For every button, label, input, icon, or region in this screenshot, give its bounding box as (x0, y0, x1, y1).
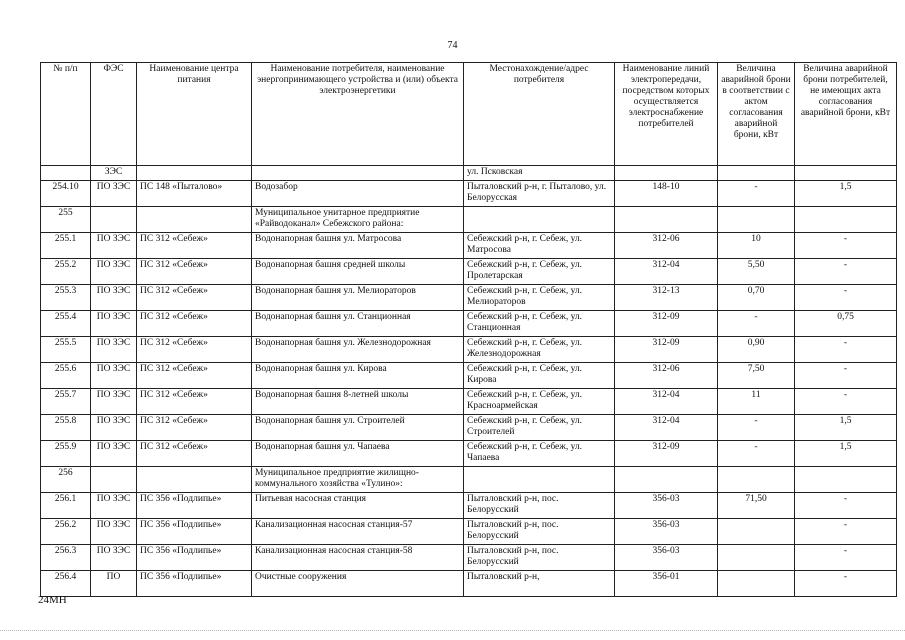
cell-power-center: ПС 312 «Себеж» (137, 259, 252, 285)
cell-reserve-no-act: - (795, 493, 897, 519)
cell-number: 254.10 (41, 181, 91, 207)
cell-power-center (137, 166, 252, 181)
cell-reserve-act: 10 (718, 233, 795, 259)
consumer-table (40, 62, 897, 597)
cell-number: 255.7 (41, 389, 91, 415)
cell-fes: ПО ЗЭС (91, 363, 137, 389)
column-header-address: Местонахождение/адрес потребителя (464, 63, 615, 166)
cell-reserve-act (718, 571, 795, 597)
cell-power-line (615, 467, 718, 493)
column-header-number: № п/п (41, 63, 91, 166)
cell-consumer: Питьевая насосная станция (252, 493, 464, 519)
cell-number: 256 (41, 467, 91, 493)
cell-address: Пыталовский р-н, пос. Белорусский (464, 519, 615, 545)
cell-reserve-act: - (718, 311, 795, 337)
cell-address: Себежский р-н, г. Себеж, ул. Пролетарская (464, 259, 615, 285)
cell-power-center: ПС 356 «Подлипье» (137, 545, 252, 571)
cell-number: 255.2 (41, 259, 91, 285)
table-row (41, 441, 897, 467)
cell-fes: ЗЭС (91, 166, 137, 181)
cell-power-center: ПС 356 «Подлипье» (137, 493, 252, 519)
cell-power-line: 312-13 (615, 285, 718, 311)
cell-power-line: 356-03 (615, 519, 718, 545)
cell-number: 255.8 (41, 415, 91, 441)
page-number: 74 (447, 40, 458, 51)
cell-fes: ПО ЗЭС (91, 311, 137, 337)
cell-reserve-act (718, 545, 795, 571)
cell-number: 256.2 (41, 519, 91, 545)
cell-number: 255 (41, 207, 91, 233)
cell-address: Себежский р-н, г. Себеж, ул. Строителей (464, 415, 615, 441)
cell-address (464, 467, 615, 493)
cell-reserve-no-act (795, 166, 897, 181)
cell-power-center: ПС 312 «Себеж» (137, 311, 252, 337)
cell-fes (91, 207, 137, 233)
cell-reserve-act: 7,50 (718, 363, 795, 389)
cell-reserve-act: - (718, 441, 795, 467)
cell-consumer: Водозабор (252, 181, 464, 207)
cell-reserve-act: 0,90 (718, 337, 795, 363)
cell-number: 255.6 (41, 363, 91, 389)
cell-consumer (252, 166, 464, 181)
cell-power-line: 312-04 (615, 389, 718, 415)
cell-reserve-no-act: - (795, 259, 897, 285)
column-header-consumer: Наименование потребителя, наименование энергопринимающего устройства и (или) объекта электроэнергетики (252, 63, 464, 166)
table-body (41, 166, 897, 597)
cell-power-center: ПС 356 «Подлипье» (137, 571, 252, 597)
cell-address: Себежский р-н, г. Себеж, ул. Чапаева (464, 441, 615, 467)
column-header-reserve-no-act: Величина аварийной брони потребителей, не имеющих акта согласования аварийной брони, кВт (795, 63, 897, 166)
scan-artifact-line (0, 630, 905, 632)
cell-reserve-act (718, 166, 795, 181)
cell-reserve-act: 5,50 (718, 259, 795, 285)
cell-reserve-act: 71,50 (718, 493, 795, 519)
cell-fes: ПО ЗЭС (91, 415, 137, 441)
cell-address (464, 207, 615, 233)
cell-fes: ПО ЗЭС (91, 233, 137, 259)
cell-address: Себежский р-н, г. Себеж, ул. Железнодорожная (464, 337, 615, 363)
table-row (41, 207, 897, 233)
cell-number: 255.4 (41, 311, 91, 337)
column-header-power-center: Наименование центра питания (137, 63, 252, 166)
cell-reserve-no-act: - (795, 363, 897, 389)
cell-reserve-no-act: 0,75 (795, 311, 897, 337)
cell-reserve-no-act: - (795, 285, 897, 311)
cell-fes: ПО ЗЭС (91, 545, 137, 571)
cell-address: Себежский р-н, г. Себеж, ул. Кирова (464, 363, 615, 389)
table-row (41, 493, 897, 519)
cell-power-center: ПС 312 «Себеж» (137, 415, 252, 441)
cell-power-line: 148-10 (615, 181, 718, 207)
cell-consumer: Муниципальное предприятие жилищно-коммунального хозяйства «Тулино»: (252, 467, 464, 493)
table-row (41, 389, 897, 415)
cell-power-line: 312-04 (615, 259, 718, 285)
table-row (41, 467, 897, 493)
cell-reserve-no-act: - (795, 389, 897, 415)
cell-consumer: Водонапорная башня ул. Кирова (252, 363, 464, 389)
cell-power-line: 312-06 (615, 363, 718, 389)
cell-address: ул. Псковская (464, 166, 615, 181)
cell-power-line: 356-03 (615, 545, 718, 571)
cell-reserve-no-act: 1,5 (795, 441, 897, 467)
cell-consumer: Водонапорная башня ул. Чапаева (252, 441, 464, 467)
cell-reserve-no-act: - (795, 545, 897, 571)
column-header-power-line: Наименование линий электропередачи, посредством которых осуществляется электроснабжение потребителей (615, 63, 718, 166)
cell-consumer: Водонапорная башня средней школы (252, 259, 464, 285)
cell-consumer: Канализационная насосная станция-58 (252, 545, 464, 571)
cell-consumer: Муниципальное унитарное предприятие «Райводоканал» Себежского района: (252, 207, 464, 233)
cell-fes: ПО ЗЭС (91, 181, 137, 207)
table-row (41, 545, 897, 571)
cell-number: 255.9 (41, 441, 91, 467)
cell-power-line: 312-04 (615, 415, 718, 441)
cell-reserve-no-act: 1,5 (795, 181, 897, 207)
table-row (41, 285, 897, 311)
table-row (41, 519, 897, 545)
cell-address: Себежский р-н, г. Себеж, ул. Мелиораторов (464, 285, 615, 311)
cell-power-line: 312-09 (615, 337, 718, 363)
cell-number (41, 166, 91, 181)
table-row (41, 181, 897, 207)
cell-reserve-act (718, 207, 795, 233)
table-row (41, 337, 897, 363)
cell-number: 256.4 (41, 571, 91, 597)
cell-reserve-act: 11 (718, 389, 795, 415)
cell-number: 255.1 (41, 233, 91, 259)
cell-reserve-act: - (718, 181, 795, 207)
cell-fes: ПО ЗЭС (91, 389, 137, 415)
cell-fes: ПО ЗЭС (91, 441, 137, 467)
cell-fes (91, 467, 137, 493)
cell-consumer: Водонапорная башня ул. Железнодорожная (252, 337, 464, 363)
cell-reserve-act (718, 519, 795, 545)
cell-fes: ПО ЗЭС (91, 285, 137, 311)
cell-power-line: 312-09 (615, 441, 718, 467)
cell-reserve-act: 0,70 (718, 285, 795, 311)
cell-address: Пыталовский р-н, (464, 571, 615, 597)
table-row (41, 571, 897, 597)
table-row (41, 363, 897, 389)
cell-reserve-no-act: - (795, 571, 897, 597)
cell-fes: ПО (91, 571, 137, 597)
cell-power-center (137, 467, 252, 493)
cell-address: Себежский р-н, г. Себеж, ул. Красноармейская (464, 389, 615, 415)
cell-power-center: ПС 312 «Себеж» (137, 363, 252, 389)
cell-reserve-act (718, 467, 795, 493)
cell-consumer: Водонапорная башня ул. Мелиораторов (252, 285, 464, 311)
cell-reserve-no-act (795, 207, 897, 233)
table-header-row (41, 63, 897, 166)
cell-power-line: 312-06 (615, 233, 718, 259)
cell-power-center (137, 207, 252, 233)
cell-power-center: ПС 356 «Подлипье» (137, 519, 252, 545)
cell-consumer: Водонапорная башня ул. Строителей (252, 415, 464, 441)
cell-power-center: ПС 312 «Себеж» (137, 337, 252, 363)
cell-power-center: ПС 312 «Себеж» (137, 233, 252, 259)
cell-power-center: ПС 312 «Себеж» (137, 441, 252, 467)
cell-power-line (615, 166, 718, 181)
cell-reserve-act: - (718, 415, 795, 441)
cell-fes: ПО ЗЭС (91, 519, 137, 545)
footer-code: 24МН (38, 594, 67, 606)
cell-number: 256.3 (41, 545, 91, 571)
cell-power-line: 356-03 (615, 493, 718, 519)
cell-power-center: ПС 312 «Себеж» (137, 389, 252, 415)
table-row (41, 311, 897, 337)
column-header-fes: ФЭС (91, 63, 137, 166)
cell-reserve-no-act (795, 467, 897, 493)
cell-address: Себежский р-н, г. Себеж, ул. Матросова (464, 233, 615, 259)
cell-consumer: Водонапорная башня 8-летней школы (252, 389, 464, 415)
cell-reserve-no-act: - (795, 233, 897, 259)
cell-number: 255.3 (41, 285, 91, 311)
cell-power-line: 312-09 (615, 311, 718, 337)
cell-address: Пыталовский р-н, пос. Белорусский (464, 493, 615, 519)
cell-address: Себежский р-н, г. Себеж, ул. Станционная (464, 311, 615, 337)
cell-consumer: Очистные сооружения (252, 571, 464, 597)
cell-power-center: ПС 312 «Себеж» (137, 285, 252, 311)
cell-power-line (615, 207, 718, 233)
cell-address: Пыталовский р-н, г. Пыталово, ул. Белорусская (464, 181, 615, 207)
cell-fes: ПО ЗЭС (91, 259, 137, 285)
cell-address: Пыталовский р-н, пос. Белорусский (464, 545, 615, 571)
table-row (41, 415, 897, 441)
cell-consumer: Водонапорная башня ул. Станционная (252, 311, 464, 337)
cell-reserve-no-act: 1,5 (795, 415, 897, 441)
cell-consumer: Водонапорная башня ул. Матросова (252, 233, 464, 259)
cell-fes: ПО ЗЭС (91, 337, 137, 363)
cell-number: 255.5 (41, 337, 91, 363)
cell-reserve-no-act: - (795, 337, 897, 363)
cell-fes: ПО ЗЭС (91, 493, 137, 519)
column-header-reserve-act: Величина аварийной брони в соответствии с актом согласования аварийной брони, кВт (718, 63, 795, 166)
table-row (41, 166, 897, 181)
cell-consumer: Канализационная насосная станция-57 (252, 519, 464, 545)
cell-reserve-no-act: - (795, 519, 897, 545)
cell-power-line: 356-01 (615, 571, 718, 597)
table-row (41, 233, 897, 259)
cell-number: 256.1 (41, 493, 91, 519)
cell-power-center: ПС 148 «Пыталово» (137, 181, 252, 207)
table-row (41, 259, 897, 285)
